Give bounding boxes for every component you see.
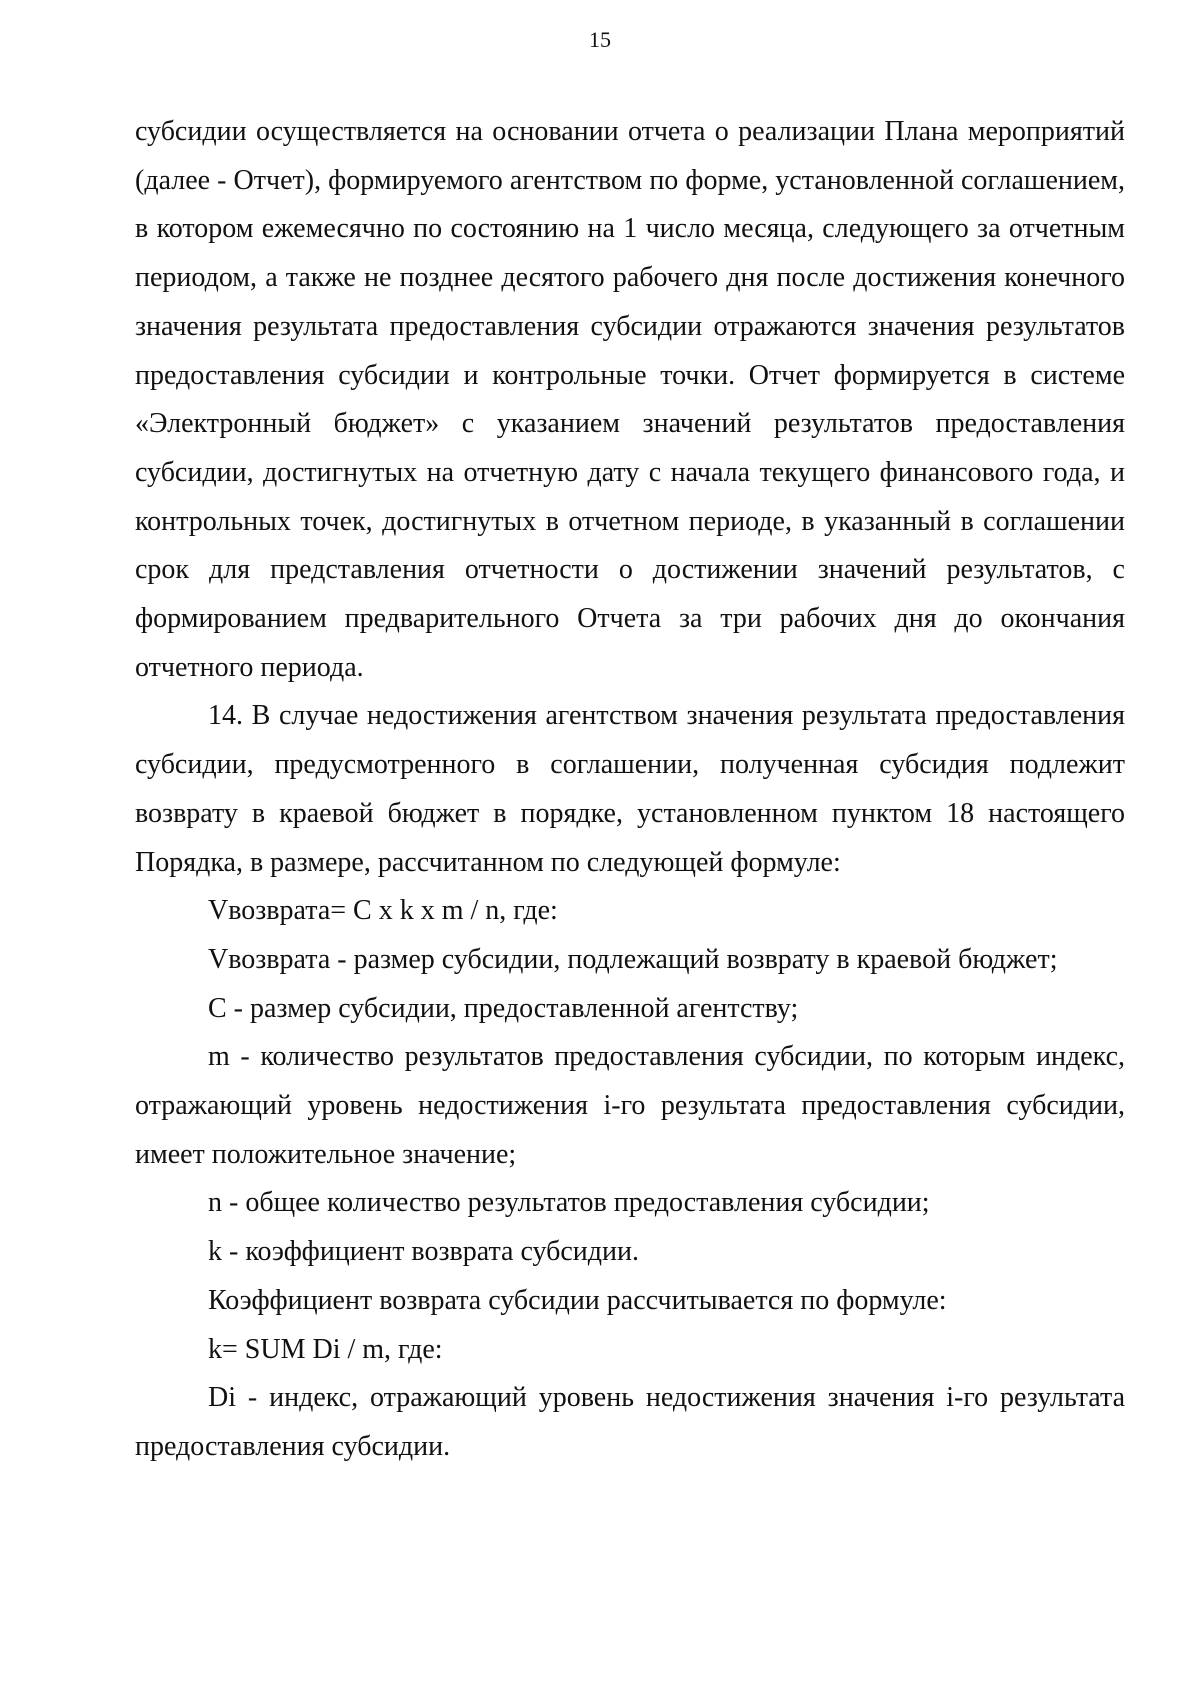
paragraph-item-14: 14. В случае недостижения агентством значения результата предоставления субсидии, предусмотренного в соглашении, полученная субсидия подлежит возврату в краевой бюджет в порядке, установленном пунктом 18 настоящего Порядка, в размере, рассчитанном по следующей формуле:	[135, 700, 1125, 878]
definition-k: k - коэффициент возврата субсидии.	[208, 1236, 640, 1268]
document-body	[135, 108, 1125, 1472]
definition-c: C - размер субсидии, предоставленной агентству;	[208, 992, 799, 1024]
page-number: 15	[589, 27, 611, 52]
coefficient-intro: Коэффициент возврата субсидии рассчитывается по формуле:	[208, 1284, 947, 1316]
definition-v-return: Vвозврата - размер субсидии, подлежащий возврату в краевой бюджет;	[208, 943, 1058, 975]
formula-k: k= SUM Di / m, где:	[208, 1333, 443, 1365]
definition-m: m - количество результатов предоставления субсидии, по которым индекс, отражающий уровень недостижения i-го результата предоставления субсидии, имеет положительное значение;	[135, 1041, 1125, 1170]
paragraph-report-procedure: субсидии осуществляется на основании отчета о реализации Плана мероприятий (далее - Отчет), формируемого агентством по форме, установленной соглашением, в котором ежемесячно по состоянию на 1 число месяца, следующего за отчетным периодом, а также не позднее десятого рабочего дня после достижения конечного значения результата предоставления субсидии отражаются значения результатов предоставления субсидии и контрольные точки. Отчет формируется в системе «Электронный бюджет» с указанием значений результатов предоставления субсидии, достигнутых на отчетную дату с начала текущего финансового года, и контрольных точек, достигнутых в отчетном периоде, в указанный в соглашении срок для представления отчетности о достижении значений результатов, с формированием предварительного Отчета за три рабочих дня до окончания отчетного периода.	[135, 116, 1125, 683]
formula-v-return: Vвозврата= C x k x m / n, где:	[208, 895, 558, 927]
definition-n: n - общее количество результатов предоставления субсидии;	[208, 1187, 930, 1219]
definition-di: Di - индекс, отражающий уровень недостижения значения i-го результата предоставления субсидии.	[135, 1382, 1125, 1462]
